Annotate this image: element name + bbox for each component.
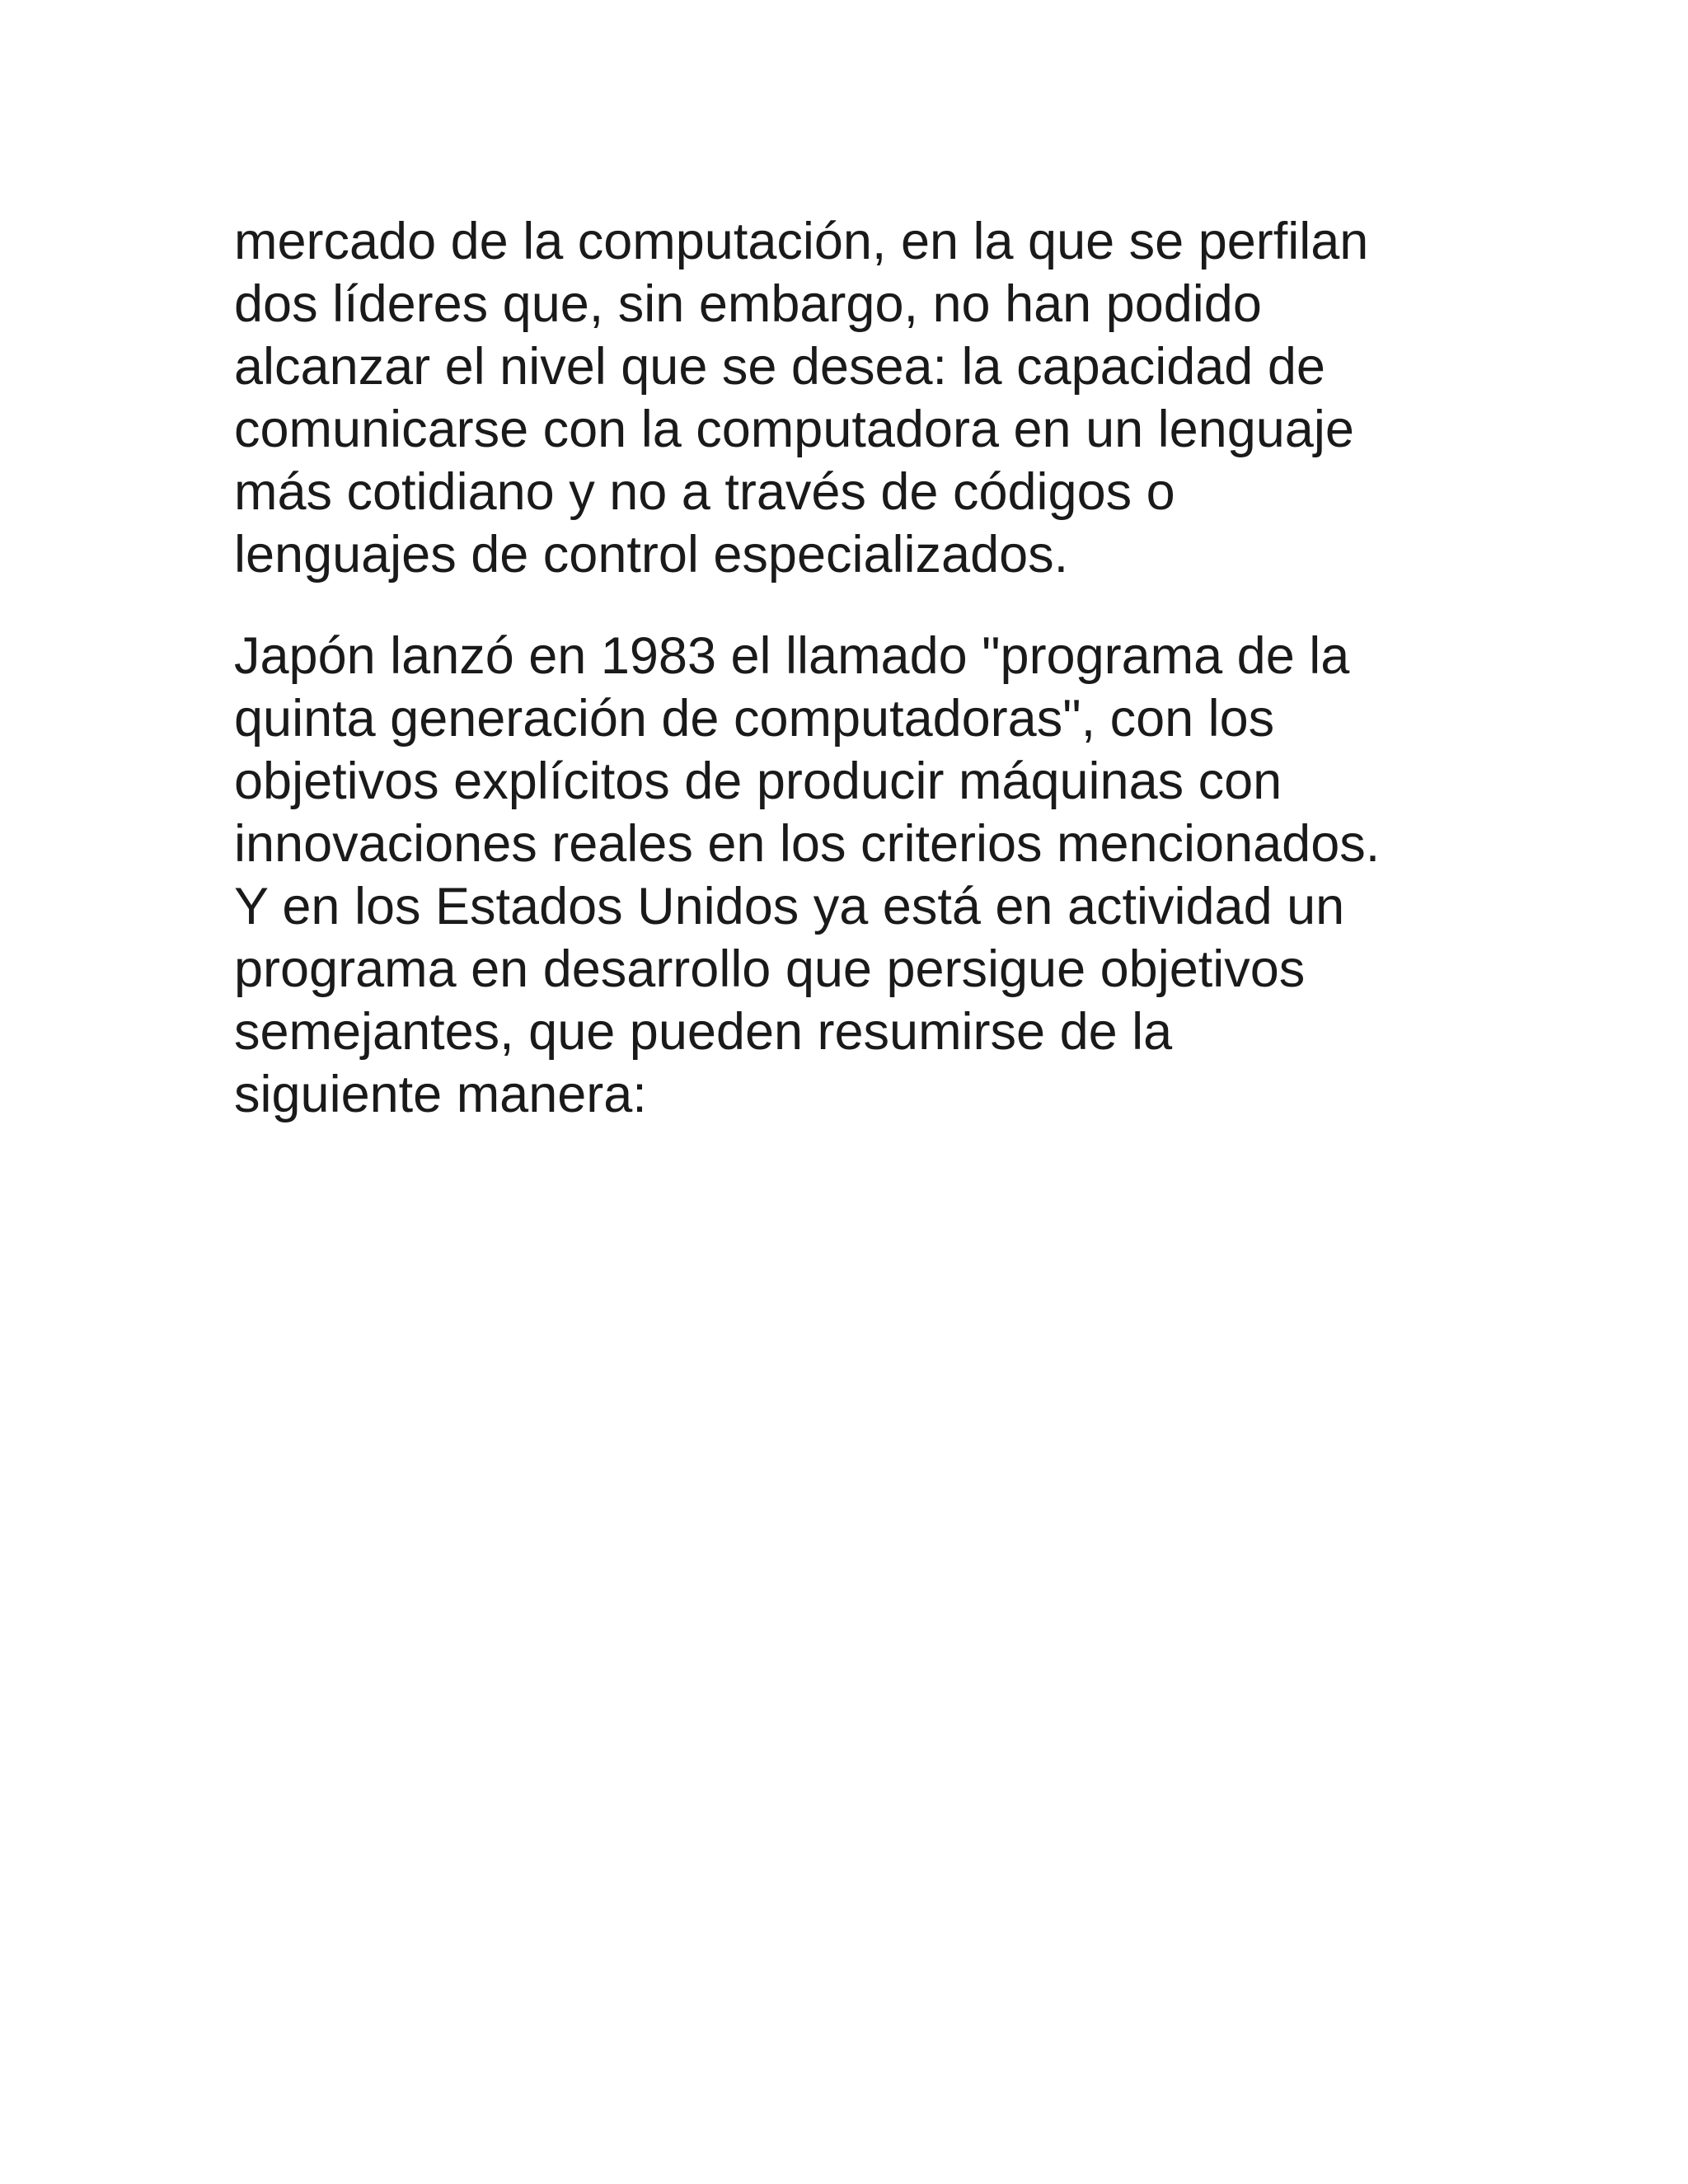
paragraph-line: Y en los Estados Unidos ya está en actividad un	[234, 878, 1345, 935]
paragraph-line: semejantes, que pueden resumirse de la	[234, 1003, 1173, 1061]
paragraph-2	[234, 625, 1520, 1126]
paragraph-line: alcanzar el nivel que se desea: la capacidad de	[234, 338, 1325, 396]
paragraph-line: siguiente manera:	[234, 1066, 647, 1123]
paragraph-line: lenguajes de control especializados.	[234, 526, 1069, 583]
paragraph-line: programa en desarrollo que persigue objetivos	[234, 940, 1306, 998]
paragraph-line: quinta generación de computadoras", con los	[234, 690, 1275, 748]
paragraph-line: innovaciones reales en los criterios mencionados.	[234, 815, 1381, 873]
paragraph-1	[234, 210, 1520, 586]
paragraph-line: dos líderes que, sin embargo, no han podido	[234, 275, 1262, 333]
paragraph-line: más cotidiano y no a través de códigos o	[234, 463, 1175, 521]
paragraph-line: mercado de la computación, en la que se perfilan	[234, 213, 1369, 270]
paragraph-line: objetivos explícitos de producir máquinas con	[234, 752, 1282, 810]
paragraph-line: comunicarse con la computadora en un lenguaje	[234, 401, 1354, 458]
paragraph-line: Japón lanzó en 1983 el llamado "programa de la	[234, 627, 1350, 685]
